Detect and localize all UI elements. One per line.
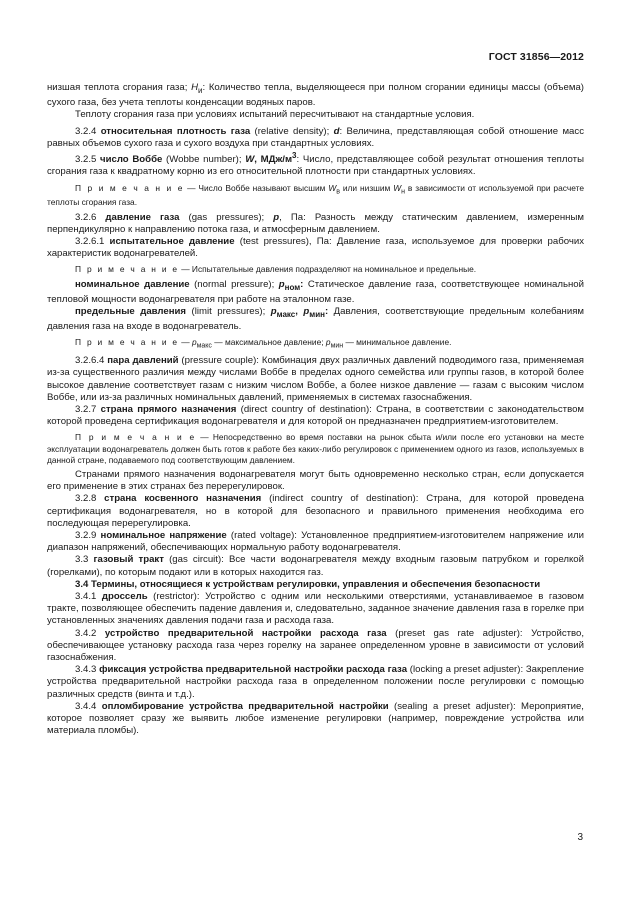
paragraph-limit-pressures: предельные давления (limit pressures); $p_{макс}$, $p_{мин}$: Давления, соответствующие предельным колебаниям давления газа на входе в водонагреватель. — [47, 305, 585, 333]
note-max-min: П р и м е ч а н и е — $p_{макс}$ — максимальное давление; $p_{мин}$ — минимальное давление. — [75, 337, 452, 350]
paragraph-3-2-4: 3.2.4 относительная плотность газа (relative density); d: Величина, представляющая собой отношение масс равных объемов сухого газа и сухого воздуха при стандартных условиях. — [47, 125, 584, 149]
paragraph-3-2-6-4: 3.2.6.4 пара давлений (pressure couple): Комбинация двух различных давлений подводимого газа, применяемая из-за существенного различия между числами Воббе в пределах одного семейства или группы газов, в которой более высокое давление соответствует газам с низким числом Воббе, а более низкое давление — газам с высоким числом Воббе, или из-за различных номинальных давлений, применяемых в системах газоснабжения. — [47, 355, 584, 403]
section-heading-3-4: 3.4 Термины, относящиеся к устройствам регулировки, управления и обеспечения безопасности — [75, 578, 541, 590]
document-header-id: ГОСТ 31856—2012 — [488, 51, 584, 63]
paragraph-countries: Странами прямого назначения водонагревателя могут быть одновременно несколько стран, если допускается его применение в этих странах без перерегулировок. — [47, 468, 584, 493]
paragraph-normal-pressure: номинальное давление (normal pressure); $p_{ном}$: Статическое давление газа, соответствующее номинальной тепловой мощности водонагревателя при работе на эталонном газе. — [47, 278, 584, 305]
paragraph-lower-heat: низшая теплота сгорания газа; $H_и$: Количество тепла, выделяющееся при полном сгорании единицы массы (объема) сухого газа, без учета теплоты конденсации водяных паров. — [47, 82, 585, 109]
note-wobbe: П р и м е ч а н и е — Число Воббе называют высшим $W_в$ или низшим $W_н$ в зависимости от используемой при расчете теплоты сгорания газа. — [47, 182, 584, 208]
paragraph-3-2-7: 3.2.7 страна прямого назначения (direct country of destination): Страна, в соответствии с законодательством которой проведена сертификация водонагревателя и для которой он предназначен предприятием-изготовителем. — [47, 403, 584, 428]
paragraph-3-2-6-1: 3.2.6.1 испытательное давление (test pressures), Па: Давление газа, используемое для проверки рабочих характеристик водонагревателей. — [47, 236, 584, 260]
paragraph-heat-recalc: Теплоту сгорания газа при условиях испытаний пересчитывают на стандартные условия. — [75, 109, 475, 121]
paragraph-3-4-3: 3.4.3 фиксация устройства предварительной настройки расхода газа (locking a preset adjuster): Закрепление устройства предварительной настройки расхода газа в определенном положении после регулировки с помощью различных средств (винта и т.д.). — [47, 664, 584, 700]
note-test-pressures: П р и м е ч а н и е — Испытательные давления подразделяют на номинальное и предельные. — [75, 264, 477, 275]
paragraph-3-2-5: 3.2.5 число Воббе (Wobbe number); W, МДж/$м^3$: Число, представляющее собой результат отношения теплоты сгорания газа к квадратному корню из его относительной плотности при стандартных условиях. — [47, 150, 584, 178]
document-body — [47, 82, 584, 737]
paragraph-3-2-8: 3.2.8 страна косвенного назначения (indirect country of destination): Страна, для которой проведена сертификация водонагревателя, но в которой для безопасного и правильного применения необходима его последующая перерегулировка. — [47, 493, 584, 529]
page-number: 3 — [577, 832, 583, 843]
paragraph-3-2-6: 3.2.6 давление газа (gas pressures); p, Па: Разность между статическим давлением, измеренным перпендикулярно к направлению потока газа, и атмосферным давлением. — [47, 211, 584, 235]
paragraph-3-4-1: 3.4.1 дроссель (restrictor): Устройство с одним или несколькими отверстиями, устанавливаемое в газовом тракте, позволяющее обеспечить падение давления и, следовательно, заданное значение давления газа в горелке при установленных значениях давления подачи газа и расхода газа. — [47, 590, 584, 627]
paragraph-3-4-4: 3.4.4 опломбирование устройства предварительной настройки (sealing a preset adjuster): Мероприятие, которое позволяет сразу же выявить любое изменение регулировки (например, повреждение устройства или материала пломбы). — [47, 700, 584, 737]
paragraph-3-4-2: 3.4.2 устройство предварительной настройки расхода газа (preset gas rate adjuster): Устройство, обеспечивающее установку расхода газа через горелку на заранее определенном уровне в зависимости от условий газоснабжения. — [47, 627, 584, 663]
paragraph-3-2-9: 3.2.9 номинальное напряжение (rated voltage): Установленное предприятием-изготовителем напряжение или диапазон напряжений, обеспечивающих нормальную работу водонагревателя. — [47, 529, 584, 554]
note-delivery: П р и м е ч а н и е — Непосредственно во время поставки на рынок сбыта и/или после его установки на месте эксплуатации водонагреватель должен быть готов к работе без каких-либо регулировок с применением одного из газов, используемых в данной стране, подаваемого под соответствующим давлением. — [47, 432, 584, 465]
paragraph-3-3: 3.3 газовый тракт (gas circuit): Все части водонагревателя между входным газовым патрубком и горелкой (горелками), по которым подают или в которых находится газ. — [47, 554, 584, 578]
